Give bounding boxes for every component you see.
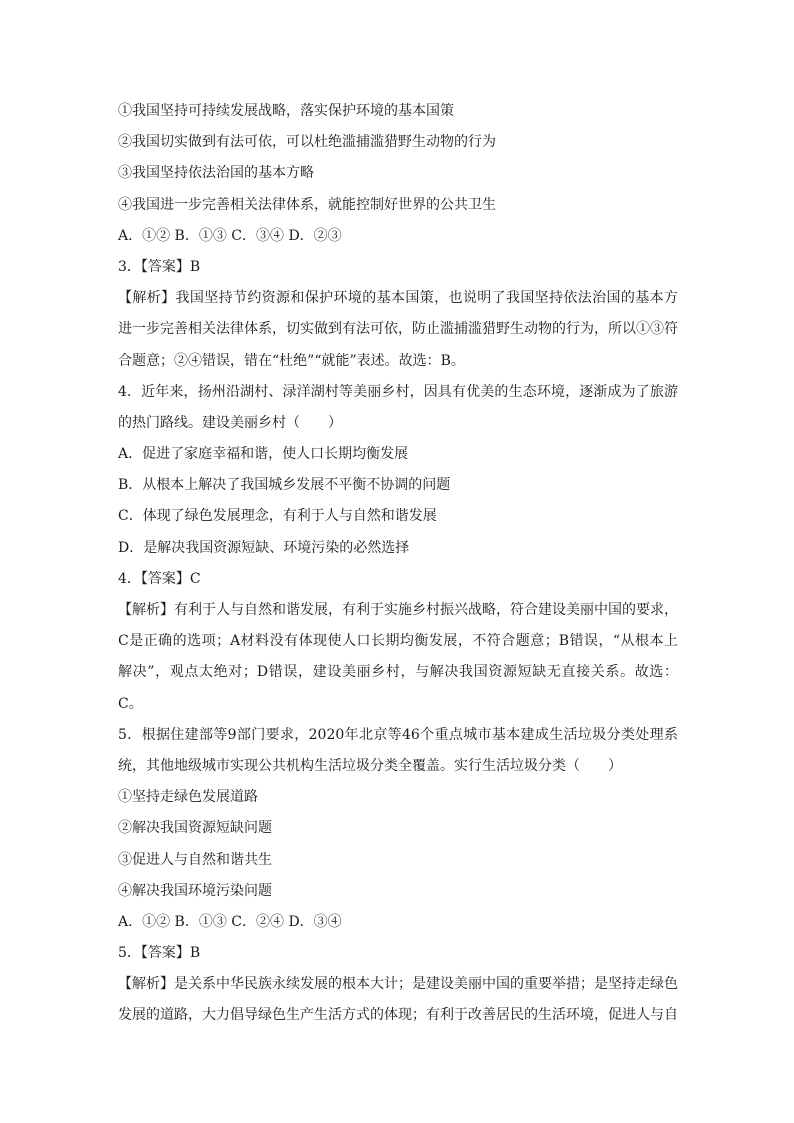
text-line: ②解决我国资源短缺问题 bbox=[118, 820, 272, 837]
text-line: 解决”，观点太绝对；D错误，建设美丽乡村，与解决我国资源短缺无直接关系。故选： bbox=[118, 664, 678, 681]
text-line: 4．【答案】C bbox=[118, 570, 201, 587]
text-line: 3．【答案】B bbox=[118, 258, 201, 275]
text-line: C．体现了绿色发展理念，有利于人与自然和谐发展 bbox=[118, 508, 437, 525]
text-line: 【解析】有利于人与自然和谐发展，有利于实施乡村振兴战略，符合建设美丽中国的要求， bbox=[118, 602, 678, 618]
text-line: C是正确的选项；A材料没有体现使人口长期均衡发展，不符合题意；B错误，“从根本上 bbox=[118, 633, 678, 650]
text-line: 发展的道路，大力倡导绿色生产生活方式的体现；有利于改善居民的生活环境，促进人与自 bbox=[118, 1007, 678, 1024]
text-line: ③我国坚持依法治国的基本方略 bbox=[118, 165, 314, 182]
text-line: A．①② B．①③ C．②④ D．③④ bbox=[118, 913, 342, 930]
text-line: D．是解决我国资源短缺、环境污染的必然选择 bbox=[118, 539, 410, 556]
text-line: 统，其他地级城市实现公共机构生活垃圾分类全覆盖。实行生活垃圾分类（ ） bbox=[118, 757, 622, 774]
text-line: 5．【答案】B bbox=[118, 945, 201, 962]
text-line: 【解析】是关系中华民族永续发展的根本大计；是建设美丽中国的重要举措；是坚持走绿色 bbox=[118, 976, 678, 993]
text-line: 的热门路线。建设美丽乡村（ ） bbox=[118, 414, 342, 431]
document-page bbox=[118, 96, 678, 1032]
text-line: ①我国坚持可持续发展战略，落实保护环境的基本国策 bbox=[118, 103, 454, 119]
text-line: ④我国进一步完善相关法律体系，就能控制好世界的公共卫生 bbox=[118, 196, 496, 213]
text-line: 合题意；②④错误，错在“杜绝”“就能”表述。故选：B。 bbox=[118, 352, 465, 369]
text-line: 【解析】我国坚持节约资源和保护环境的基本国策，也说明了我国坚持依法治国的基本方 bbox=[118, 290, 678, 307]
text-line: ①坚持走绿色发展道路 bbox=[118, 789, 258, 806]
text-line: 进一步完善相关法律体系，切实做到有法可依，防止滥捕滥猎野生动物的行为，所以①③符 bbox=[118, 321, 678, 338]
text-line: 5．根据住建部等9部门要求，2020年北京等46个重点城市基本建成生活垃圾分类处理系 bbox=[118, 726, 678, 743]
text-line: B．从根本上解决了我国城乡发展不平衡不协调的问题 bbox=[118, 477, 451, 494]
text-line: ③促进人与自然和谐共生 bbox=[118, 851, 272, 868]
text-line: A．促进了家庭幸福和谐，使人口长期均衡发展 bbox=[118, 446, 409, 463]
text-line: C。 bbox=[118, 695, 143, 712]
text-line: 4．近年来，扬州沿湖村、渌洋湖村等美丽乡村，因具有优美的生态环境，逐渐成为了旅游 bbox=[118, 383, 678, 400]
text-line: ④解决我国环境污染问题 bbox=[118, 882, 272, 899]
text-line: ②我国切实做到有法可依，可以杜绝滥捕滥猎野生动物的行为 bbox=[118, 134, 496, 151]
text-line: A．①② B．①③ C．③④ D．②③ bbox=[118, 227, 342, 244]
